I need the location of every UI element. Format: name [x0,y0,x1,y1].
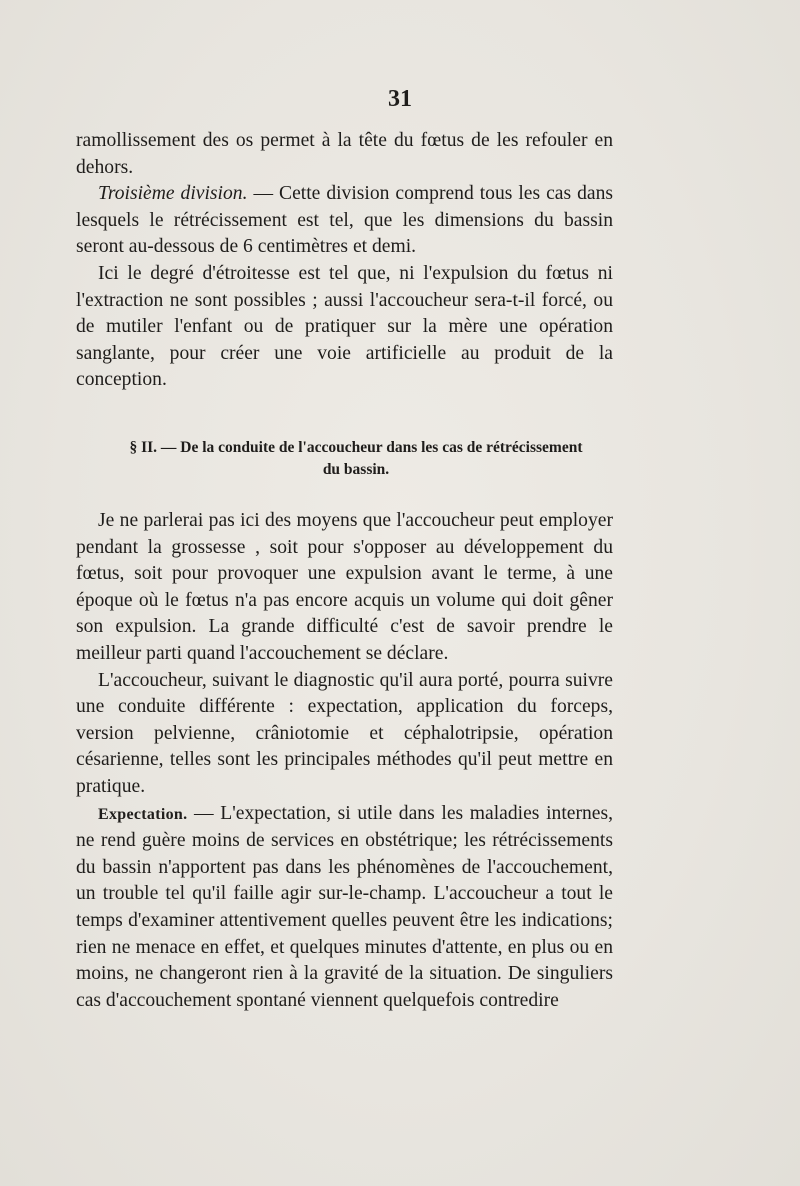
run-in-label: Troisième division. [98,183,248,205]
text-block-top [76,128,613,394]
section-heading-line2: du bassin. [322,461,390,478]
paragraph-continuation: ramollissement des os permet à la tête du fœtus de les refouler en dehors. [76,130,613,178]
paragraph-body: — Cette division comprend tous les cas dans lesquels le rétrécissement est tel, que les dimensions du bassin seront au-dessous de 6 centimètres et demi. [76,183,613,258]
paragraph-etroitesse: Ici le degré d'étroitesse est tel que, ni l'expulsion du fœtus ni l'extraction ne sont possibles ; aussi l'accoucheur sera-t-il forcé, ou de mutiler l'enfant ou de pratiquer sur la mère une opération sanglante, pour créer une voie artificielle au produit de la conception. [76,262,613,391]
paragraph-conduite: L'accoucheur, suivant le diagnostic qu'il aura porté, pourra suivre une conduite différente : expectation, application du forceps, version pelvienne, crâniotomie et céphalotripsie, opération césarienne, telles sont les principales méthodes qu'il peut mettre en pratique. [76,669,613,797]
text-block-bottom [76,508,613,1014]
paragraph-expectation [76,801,613,1015]
paragraph-body: — L'expectation, si utile dans les maladies internes, ne rend guère moins de services en obstétrique; les rétrécissements du bassin n'apportent pas dans les phénomènes de l'accouchement, un trouble tel qu'il faille agir sur-le-champ. L'accoucheur a tout le temps d'examiner attentivement quelles peuvent être les indications; rien ne menace en effet, et quelques minutes d'attente, en plus ou en moins, ne changeront rien à la gravité de la situation. De singuliers cas d'accouchement spontané viennent quelquefois contredire [76,802,613,1011]
page-number: 31 [388,86,412,112]
paragraph-troisieme-division [76,181,613,261]
run-in-label: Expectation. [98,805,188,823]
paragraph-moyens: Je ne parlerai pas ici des moyens que l'accoucheur peut employer pendant la grossesse , soit pour s'opposer au développement du fœtus, soit pour provoquer une expulsion avant le terme, à une époque où le fœtus n'a pas encore acquis un volume qui doit gêner son expulsion. La grande difficulté c'est de savoir prendre le meilleur parti quand l'accouchement se déclare. [76,510,613,664]
section-heading [96,437,616,481]
section-heading-line1: § II. — De la conduite de l'accoucheur dans les cas de rétrécissement [129,439,583,456]
